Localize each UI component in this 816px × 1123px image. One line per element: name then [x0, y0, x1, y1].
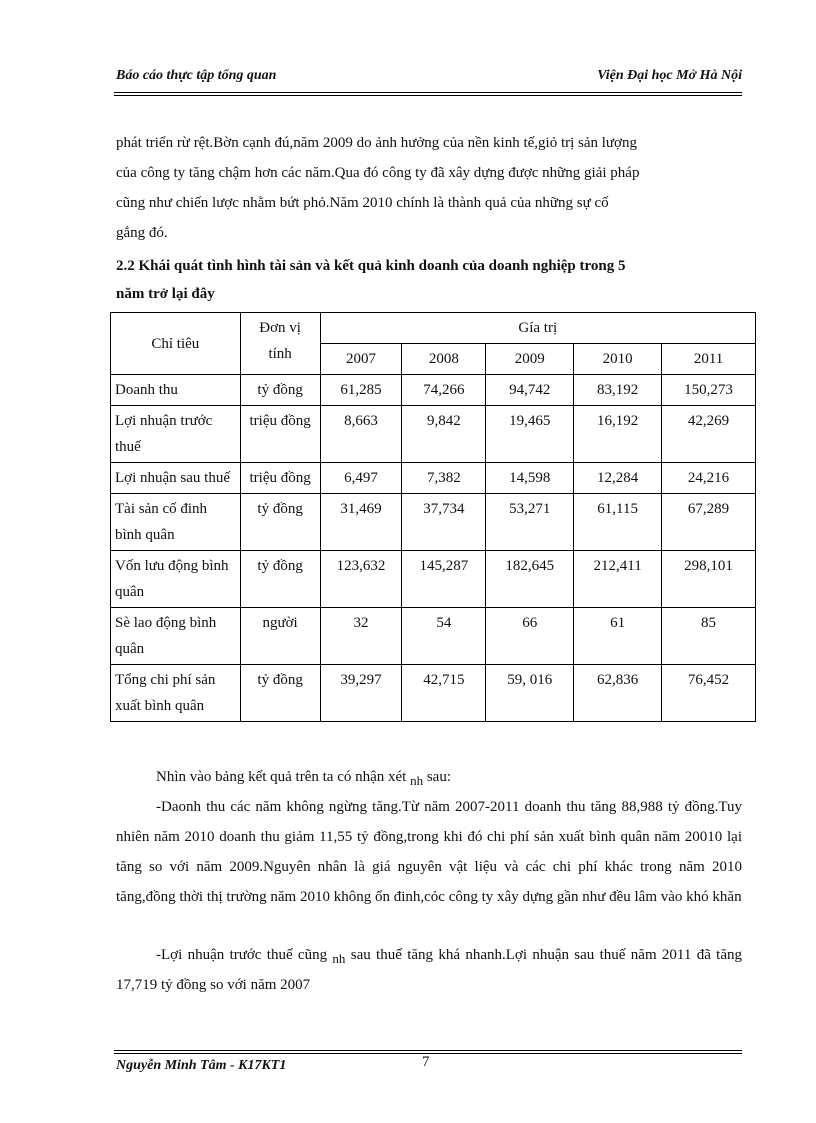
row-value: 61,115 [574, 494, 662, 551]
row-value: 123,632 [320, 551, 402, 608]
row-value: 19,465 [486, 406, 574, 463]
analysis-intro: Nhìn vào bảng kết quả trên ta có nhận xét [156, 769, 407, 785]
row-value: 24,216 [662, 463, 756, 494]
row-value: 182,645 [486, 551, 574, 608]
year-cell: 2010 [574, 344, 662, 375]
year-cell: 2011 [662, 344, 756, 375]
table-row [111, 406, 756, 463]
row-value: 6,497 [320, 463, 402, 494]
section-heading-line: 2.2 Khái quát tình hình tài sản và kết quả kinh doanh của doanh nghiệp trong 5 [116, 258, 626, 274]
row-indicator: Lợi nhuận trước thuế [111, 406, 241, 463]
table-row [111, 463, 756, 494]
row-indicator: Lợi nhuận sau thuế [111, 463, 241, 494]
row-value: 32 [320, 608, 402, 665]
row-value: 62,836 [574, 665, 662, 722]
row-value: 39,297 [320, 665, 402, 722]
row-value: 31,469 [320, 494, 402, 551]
intro-paragraph [116, 128, 742, 248]
row-value: 74,266 [402, 375, 486, 406]
header-value: Gía trị [320, 313, 755, 344]
row-value: 76,452 [662, 665, 756, 722]
row-indicator: Sè lao động bình quân [111, 608, 241, 665]
analysis-nh: nh [410, 773, 424, 788]
row-value: 16,192 [574, 406, 662, 463]
row-value: 59, 016 [486, 665, 574, 722]
row-value: 212,411 [574, 551, 662, 608]
table-header-row [111, 313, 756, 344]
footer-author: Nguyễn Minh Tâm - K17KT1 [116, 1058, 287, 1073]
row-unit: người [240, 608, 320, 665]
header-rule-double [114, 95, 742, 96]
row-value: 94,742 [486, 375, 574, 406]
row-unit: tỷ đồng [240, 375, 320, 406]
row-value: 61,285 [320, 375, 402, 406]
profit-nh: nh [332, 951, 346, 966]
row-unit: tỷ đồng [240, 665, 320, 722]
row-value: 12,284 [574, 463, 662, 494]
header-indicator: Chỉ tiêu [111, 313, 241, 375]
intro-line: của công ty tăng chậm hơn các năm.Qua đó công ty đã xây dựng được những giải pháp [116, 165, 640, 181]
profit-text-b: sau thuế tăng khá nhanh.Lợi nhuận sau thuế năm 2011 đã tăng 17,719 tỷ đồng so với năm 2007 [116, 947, 743, 993]
header-institution: Viện Đại học Mở Hà Nội [597, 68, 742, 83]
table-row [111, 375, 756, 406]
year-cell: 2007 [320, 344, 402, 375]
row-indicator: Tổng chi phí sản xuất bình quân [111, 665, 241, 722]
year-cell: 2009 [486, 344, 574, 375]
intro-line: phát triển rừ rệt.Bờn cạnh đú,năm 2009 do ảnh hưởng của nền kinh tế,giỏ trị sản lượng [116, 135, 637, 151]
row-unit: triệu đồng [240, 463, 320, 494]
row-indicator: Tài sản cố đinh bình quân [111, 494, 241, 551]
row-value: 7,382 [402, 463, 486, 494]
table-row [111, 551, 756, 608]
row-value: 85 [662, 608, 756, 665]
row-value: 61 [574, 608, 662, 665]
table-row [111, 665, 756, 722]
row-unit: tỷ đồng [240, 494, 320, 551]
row-value: 145,287 [402, 551, 486, 608]
table-body [111, 375, 756, 722]
intro-line: gắng đó. [116, 225, 168, 241]
table-row [111, 608, 756, 665]
header-unit [240, 313, 320, 375]
row-unit: triệu đồng [240, 406, 320, 463]
financial-table [110, 312, 756, 722]
page-header [116, 68, 742, 88]
table-row [111, 494, 756, 551]
header-rule [114, 92, 742, 93]
row-indicator: Doanh thu [111, 375, 241, 406]
header-report-title: Báo cáo thực tập tổng quan [116, 68, 277, 83]
header-unit-line: Đơn vị [259, 320, 301, 336]
header-unit-line: tính [268, 346, 292, 362]
row-value: 298,101 [662, 551, 756, 608]
analysis-sau: sau: [426, 769, 452, 785]
row-value: 150,273 [662, 375, 756, 406]
row-value: 42,715 [402, 665, 486, 722]
row-value: 14,598 [486, 463, 574, 494]
row-value: 9,842 [402, 406, 486, 463]
row-value: 53,271 [486, 494, 574, 551]
analysis-paragraph-profit [116, 940, 742, 1000]
row-indicator: Vốn lưu động bình quân [111, 551, 241, 608]
row-value: 42,269 [662, 406, 756, 463]
footer-rule [114, 1050, 742, 1051]
row-value: 54 [402, 608, 486, 665]
section-heading-line: năm trở lại đây [116, 286, 215, 302]
page-number: 7 [422, 1054, 430, 1070]
row-value: 8,663 [320, 406, 402, 463]
analysis-line-1 [116, 762, 742, 792]
profit-text-a: -Lợi nhuận trước thuế cũng [156, 947, 328, 963]
analysis-paragraph-revenue: -Daonh thu các năm không ngừng tăng.Từ năm 2007-2011 doanh thu tăng 88,988 tỷ đồng.Tuy nhiên năm 2010 doanh thu giảm 11,55 tỷ đồng,trong khi đó chi phí sản xuất bình quân năm 20010 lại tăng so với năm 2009.Nguyên nhân là giá nguyên vật liệu và các chi phí khác trong năm 2010 tăng,đồng thời thị trường năm 2010 không ổn đinh,cỏc công ty xây dựng gần như đều lâm vào khó khăn [116, 799, 742, 905]
intro-line: cũng như chiến lược nhằm bứt phỏ.Năm 2010 chính là thành quả của những sự cố [116, 195, 609, 211]
year-cell: 2008 [402, 344, 486, 375]
row-value: 66 [486, 608, 574, 665]
row-value: 67,289 [662, 494, 756, 551]
row-value: 83,192 [574, 375, 662, 406]
section-heading [116, 252, 742, 308]
row-unit: tỷ đồng [240, 551, 320, 608]
row-value: 37,734 [402, 494, 486, 551]
